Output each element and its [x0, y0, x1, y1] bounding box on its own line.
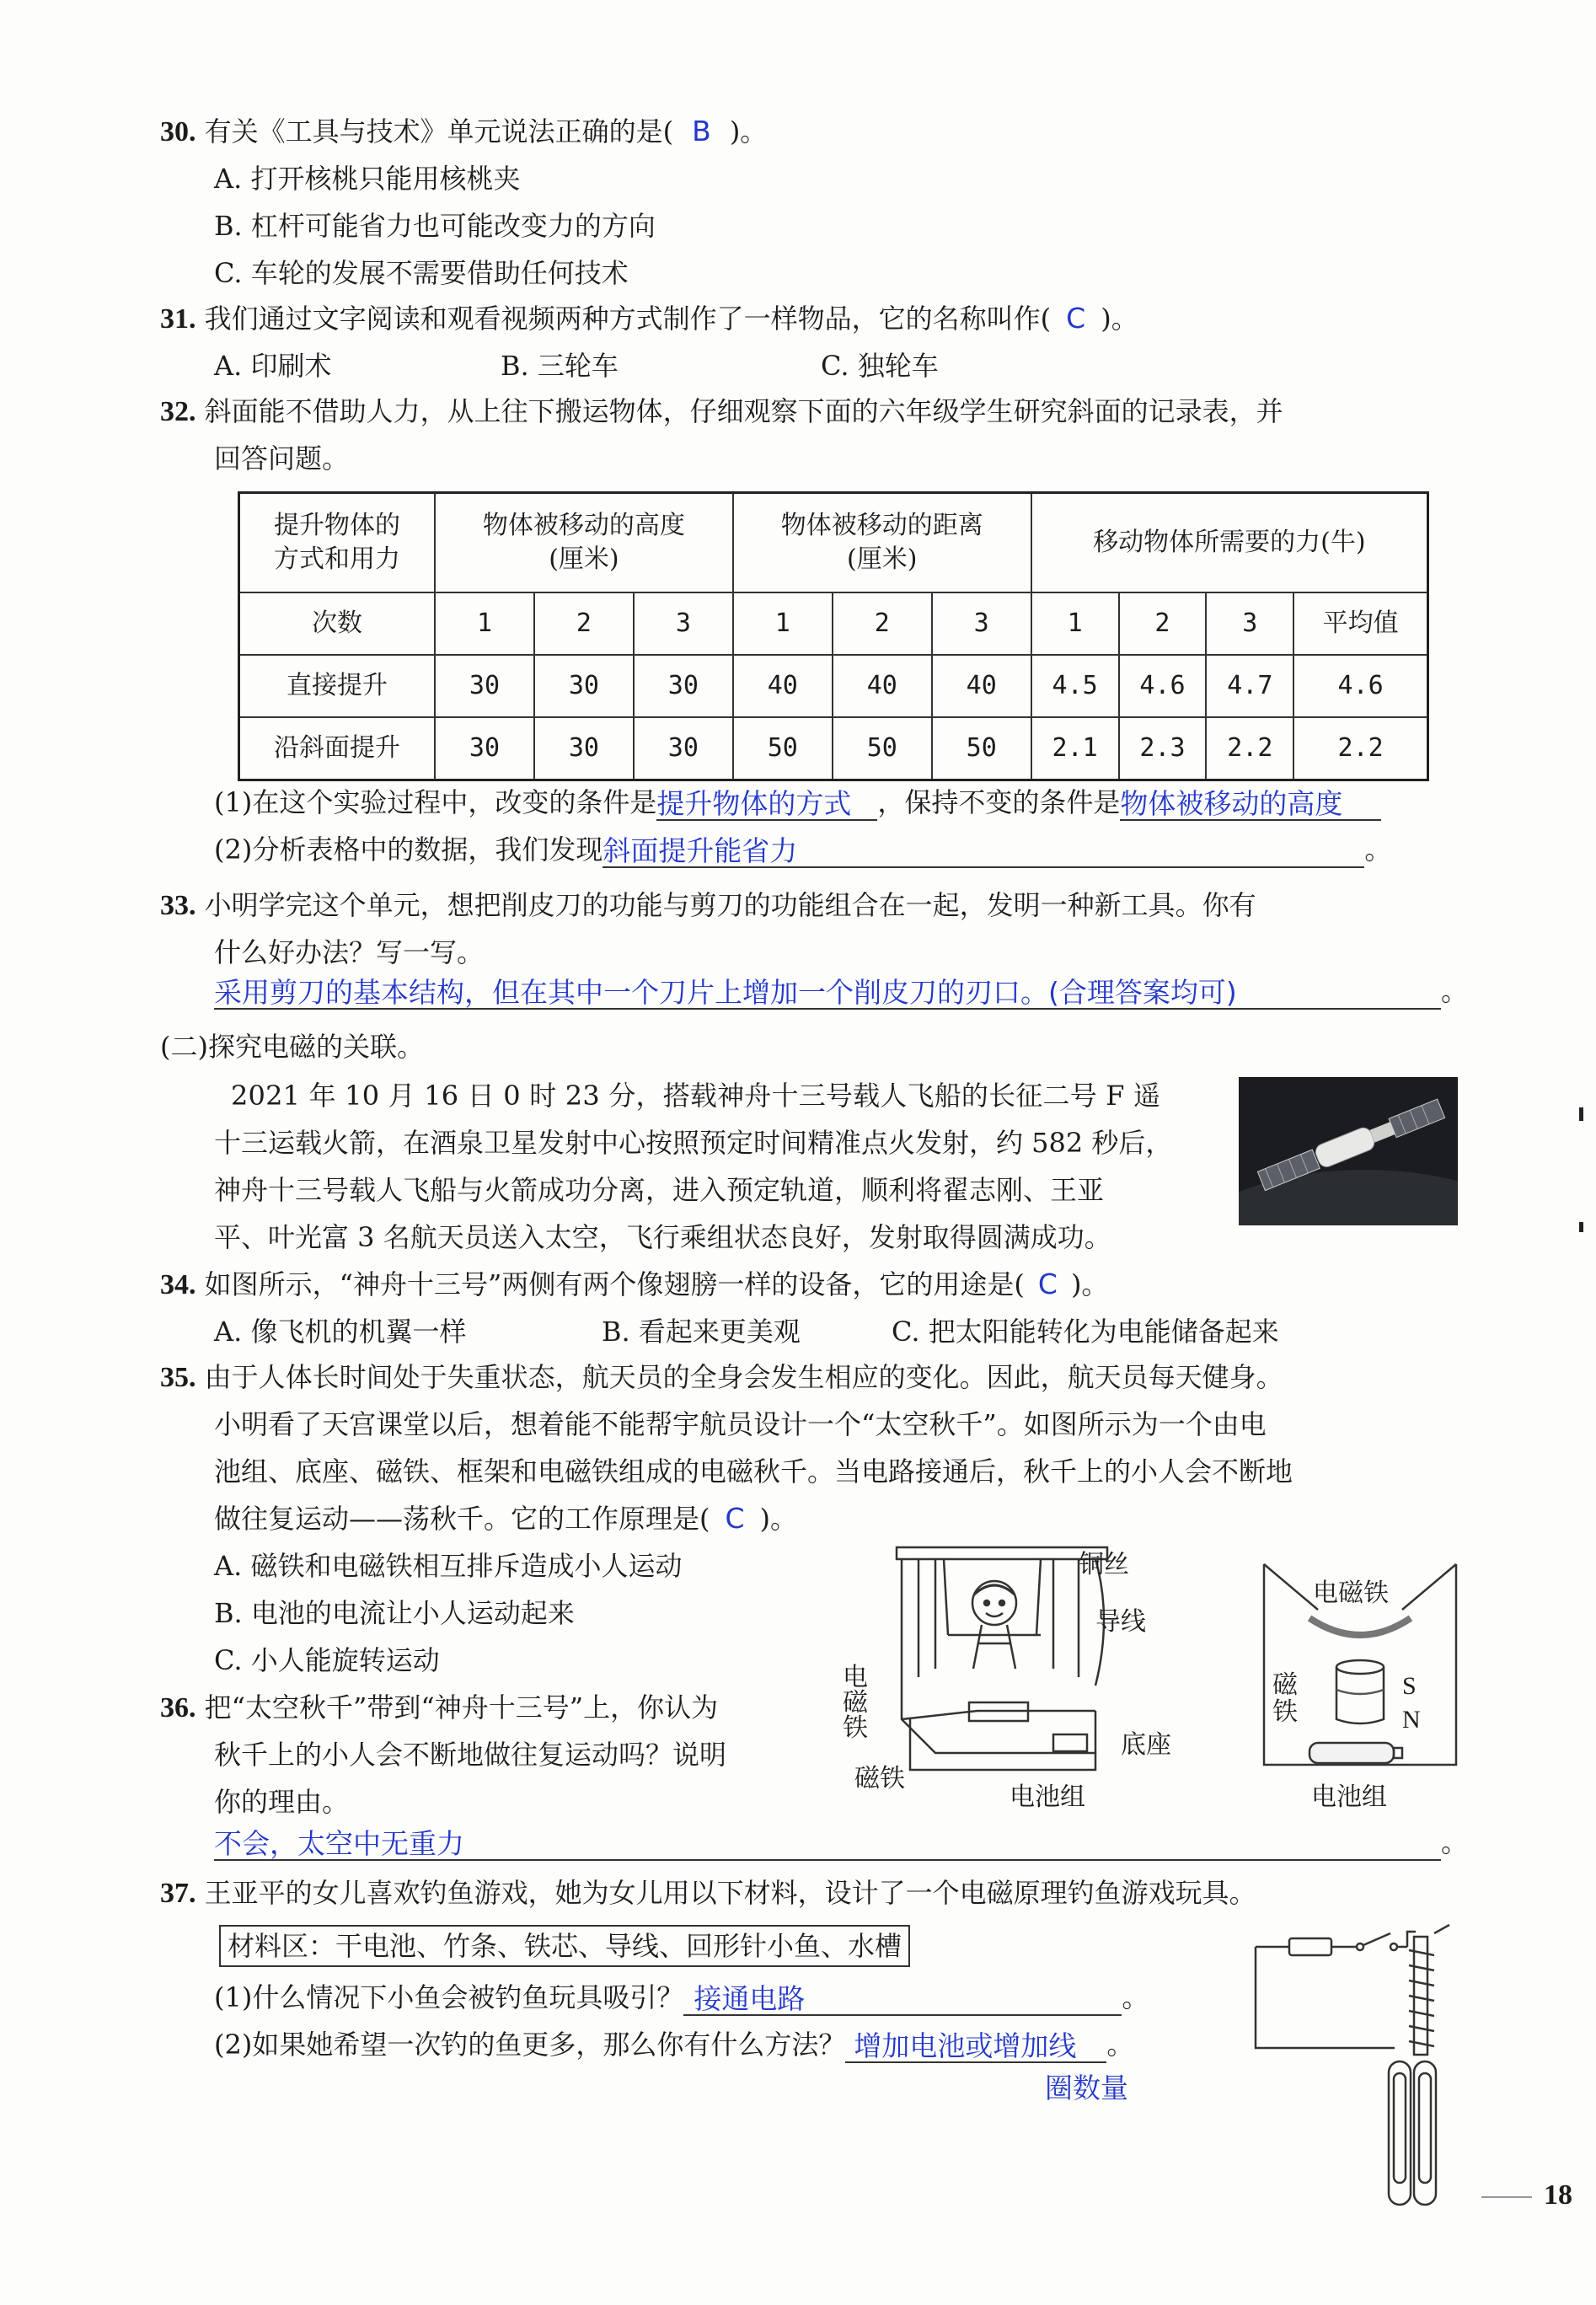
label-copper-wire: 铜丝 — [1079, 1550, 1129, 1579]
table-cell: 2.2 — [1206, 717, 1293, 780]
q37-sub2: (2)如果她希望一次钓的鱼更多，那么你有什么方法？ 增加电池或增加线 。 — [214, 2029, 1134, 2062]
table-cell: 30 — [634, 655, 733, 717]
q37-stem: 37. 王亚平的女儿喜欢钓鱼游戏，她为女儿用以下材料，设计了一个电磁原理钓鱼游戏玩具。 — [160, 1877, 1256, 1909]
option-a: A. 像飞机的机翼一样 — [214, 1316, 467, 1348]
option-c: C. 把太阳能转化为电能储备起来 — [892, 1316, 1279, 1348]
count-cell: 3 — [1206, 592, 1293, 655]
table-row — [239, 717, 1428, 780]
table-cell: 40 — [733, 655, 833, 717]
q35-stem-cont: 做往复运动——荡秋千。它的工作原理是( C )。 — [214, 1502, 798, 1535]
spacecraft-photo — [1239, 1077, 1458, 1225]
label-north-pole: N — [1402, 1706, 1421, 1734]
table-cell: 2.2 — [1293, 717, 1427, 780]
space-swing-figure — [885, 1542, 1138, 1795]
option-b: B. 三轮车 — [501, 350, 619, 382]
count-cell: 2 — [1119, 592, 1207, 655]
header-height: 物体被移动的高度 (厘米) — [435, 493, 733, 592]
table-cell: 30 — [634, 717, 733, 780]
section-title: (二)探究电磁的关联。 — [160, 1031, 424, 1063]
table-cell: 2.1 — [1031, 717, 1119, 780]
count-label: 次数 — [239, 592, 436, 655]
table-row — [239, 655, 1428, 717]
table-cell: 2.3 — [1119, 717, 1207, 780]
table-cell: 4.6 — [1119, 655, 1207, 717]
option-b: B. 杠杆可能省力也可能改变力的方向 — [214, 210, 656, 242]
count-cell: 1 — [1031, 592, 1119, 655]
label-wire: 导线 — [1095, 1607, 1146, 1637]
row-label: 直接提升 — [239, 655, 436, 717]
materials-box: 材料区：干电池、竹条、铁芯、导线、回形针小鱼、水槽 — [219, 1925, 910, 1967]
answer-continuation: 圈数量 — [1045, 2072, 1128, 2104]
label-electromagnet: 电磁铁 — [1313, 1579, 1389, 1608]
question-number: 33. — [160, 890, 196, 921]
page-number: 18 — [1481, 2179, 1572, 2211]
option-c: C. 车轮的发展不需要借助任何技术 — [214, 257, 629, 289]
question-number: 37. — [160, 1878, 196, 1909]
table-cell: 30 — [435, 717, 534, 780]
q37-sub1: (1)什么情况下小鱼会被钓鱼玩具吸引？ 接通电路 。 — [214, 1981, 1149, 2015]
table-cell: 40 — [932, 655, 1031, 717]
answer: C — [1066, 302, 1086, 335]
answer: 采用剪刀的基本结构，但在其中一个刀片上增加一个削皮刀的刃口。(合理答案均可) — [214, 976, 1237, 1009]
label-magnet: 磁铁 — [1272, 1670, 1298, 1727]
table-cell: 30 — [534, 717, 634, 780]
answer: C — [1037, 1268, 1058, 1300]
count-cell: 2 — [833, 592, 932, 655]
q30-stem: 30. 有关《工具与技术》单元说法正确的是( B )。 — [160, 115, 768, 147]
answer: 物体被移动的高度 — [1120, 787, 1343, 820]
option-b: B. 看起来更美观 — [602, 1316, 801, 1348]
question-number: 30. — [160, 116, 196, 147]
table-cell: 30 — [534, 655, 634, 717]
header-method: 提升物体的 方式和用力 — [239, 493, 436, 592]
question-number: 31. — [160, 303, 196, 335]
count-cell: 3 — [634, 592, 733, 655]
table-cell: 4.5 — [1031, 655, 1119, 717]
label-battery: 电池组 — [1010, 1782, 1085, 1812]
table-cell: 50 — [833, 717, 932, 780]
answer: 提升物体的方式 — [656, 787, 852, 820]
q32-sub2: (2)分析表格中的数据，我们发现斜面提升能省力 。 — [214, 834, 1392, 867]
header-distance: 物体被移动的距离 (厘米) — [733, 493, 1031, 592]
table-cell: 4.7 — [1206, 655, 1293, 717]
count-cell: 1 — [435, 592, 534, 655]
passage-line: 2021 年 10 月 16 日 0 时 23 分，搭载神舟十三号载人飞船的长征二号 F 遥 — [231, 1080, 1161, 1112]
count-cell: 1 — [733, 592, 833, 655]
q36-stem-cont: 秋千上的小人会不断地做往复运动吗？说明 — [214, 1739, 727, 1771]
answer: 斜面提升能省力 — [603, 834, 798, 867]
experiment-record-table — [238, 491, 1429, 781]
q36-answer-line: 不会，太空中无重力 。 — [214, 1826, 1469, 1860]
q36-stem-cont: 你的理由。 — [214, 1786, 350, 1818]
question-number: 35. — [160, 1362, 196, 1393]
question-number: 36. — [160, 1692, 196, 1723]
label-battery: 电池组 — [1311, 1782, 1387, 1812]
answer: 不会，太空中无重力 — [214, 1827, 464, 1860]
table-cell: 4.6 — [1293, 655, 1427, 717]
q35-stem: 35. 由于人体长时间处于失重状态，航天员的全身会发生相应的变化。因此，航天员每天健身。 — [160, 1361, 1283, 1393]
option-a: A. 磁铁和电磁铁相互排斥造成小人运动 — [214, 1550, 683, 1582]
option-c: C. 小人能旋转运动 — [214, 1644, 440, 1676]
answer: C — [725, 1502, 745, 1535]
label-south-pole: S — [1402, 1672, 1417, 1700]
q33-answer-line: 采用剪刀的基本结构，但在其中一个刀片上增加一个削皮刀的刃口。(合理答案均可) 。 — [214, 975, 1469, 1009]
label-base: 底座 — [1121, 1730, 1171, 1760]
q34-stem: 34. 如图所示，“神舟十三号”两侧有两个像翅膀一样的设备，它的用途是( C )。 — [160, 1268, 1109, 1300]
count-cell: 2 — [534, 592, 634, 655]
q32-sub1: (1)在这个实验过程中，改变的条件是提升物体的方式 ，保持不变的条件是物体被移动的高度 — [214, 784, 1381, 821]
q33-stem: 33. 小明学完这个单元，想把削皮刀的功能与剪刀的功能组合在一起，发明一种新工具。你有 — [160, 889, 1256, 921]
option-a: A. 印刷术 — [214, 350, 332, 382]
q31-stem: 31. 我们通过文字阅读和观看视频两种方式制作了一样物品，它的名称叫作( C )。 — [160, 302, 1138, 335]
q36-stem: 36. 把“太空秋千”带到“神舟十三号”上，你认为 — [160, 1691, 719, 1723]
option-a: A. 打开核桃只能用核桃夹 — [214, 163, 521, 195]
binding-marks — [1572, 1096, 1589, 1247]
q32-stem-cont: 回答问题。 — [214, 442, 350, 474]
fishing-toy-figure — [1247, 1913, 1466, 2242]
row-label: 沿斜面提升 — [239, 717, 436, 780]
question-number: 34. — [160, 1269, 196, 1300]
q33-stem-cont: 什么好办法？写一写。 — [214, 936, 485, 968]
passage-line: 平、叶光富 3 名航天员送入太空，飞行乘组状态良好，发射取得圆满成功。 — [214, 1221, 1111, 1253]
option-c: C. 独轮车 — [821, 350, 939, 382]
q32-stem: 32. 斜面能不借助人力，从上往下搬运物体，仔细观察下面的六年级学生研究斜面的记录表，并 — [160, 395, 1283, 427]
label-magnet: 磁铁 — [854, 1764, 905, 1793]
table-cell: 40 — [833, 655, 932, 717]
q35-stem-cont: 小明看了天宫课堂以后，想着能不能帮宇航员设计一个“太空秋千”。如图所示为一个由电 — [214, 1408, 1267, 1440]
table-cell: 30 — [435, 655, 534, 717]
q31-options — [214, 347, 939, 384]
question-number: 32. — [160, 396, 196, 427]
label-electromagnet: 电磁铁 — [843, 1663, 868, 1743]
table-cell: 50 — [733, 717, 833, 780]
q34-options — [214, 1313, 1279, 1350]
answer: B — [692, 115, 711, 147]
table-cell: 50 — [932, 717, 1031, 780]
answer: 接通电路 — [694, 1982, 806, 2015]
header-force: 移动物体所需要的力(牛) — [1031, 493, 1428, 592]
passage-line: 神舟十三号载人飞船与火箭成功分离，进入预定轨道，顺利将翟志刚、王亚 — [214, 1174, 1105, 1206]
q35-stem-cont: 池组、底座、磁铁、框架和电磁铁组成的电磁秋千。当电路接通后，秋千上的小人会不断地 — [214, 1455, 1293, 1488]
passage-line: 十三运载火箭，在酒泉卫星发射中心按照预定时间精准点火发射，约 582 秒后， — [214, 1127, 1173, 1159]
answer: 增加电池或增加线 — [854, 2029, 1077, 2062]
option-b: B. 电池的电流让小人运动起来 — [214, 1597, 575, 1629]
average-label: 平均值 — [1293, 592, 1427, 655]
count-cell: 3 — [932, 592, 1031, 655]
